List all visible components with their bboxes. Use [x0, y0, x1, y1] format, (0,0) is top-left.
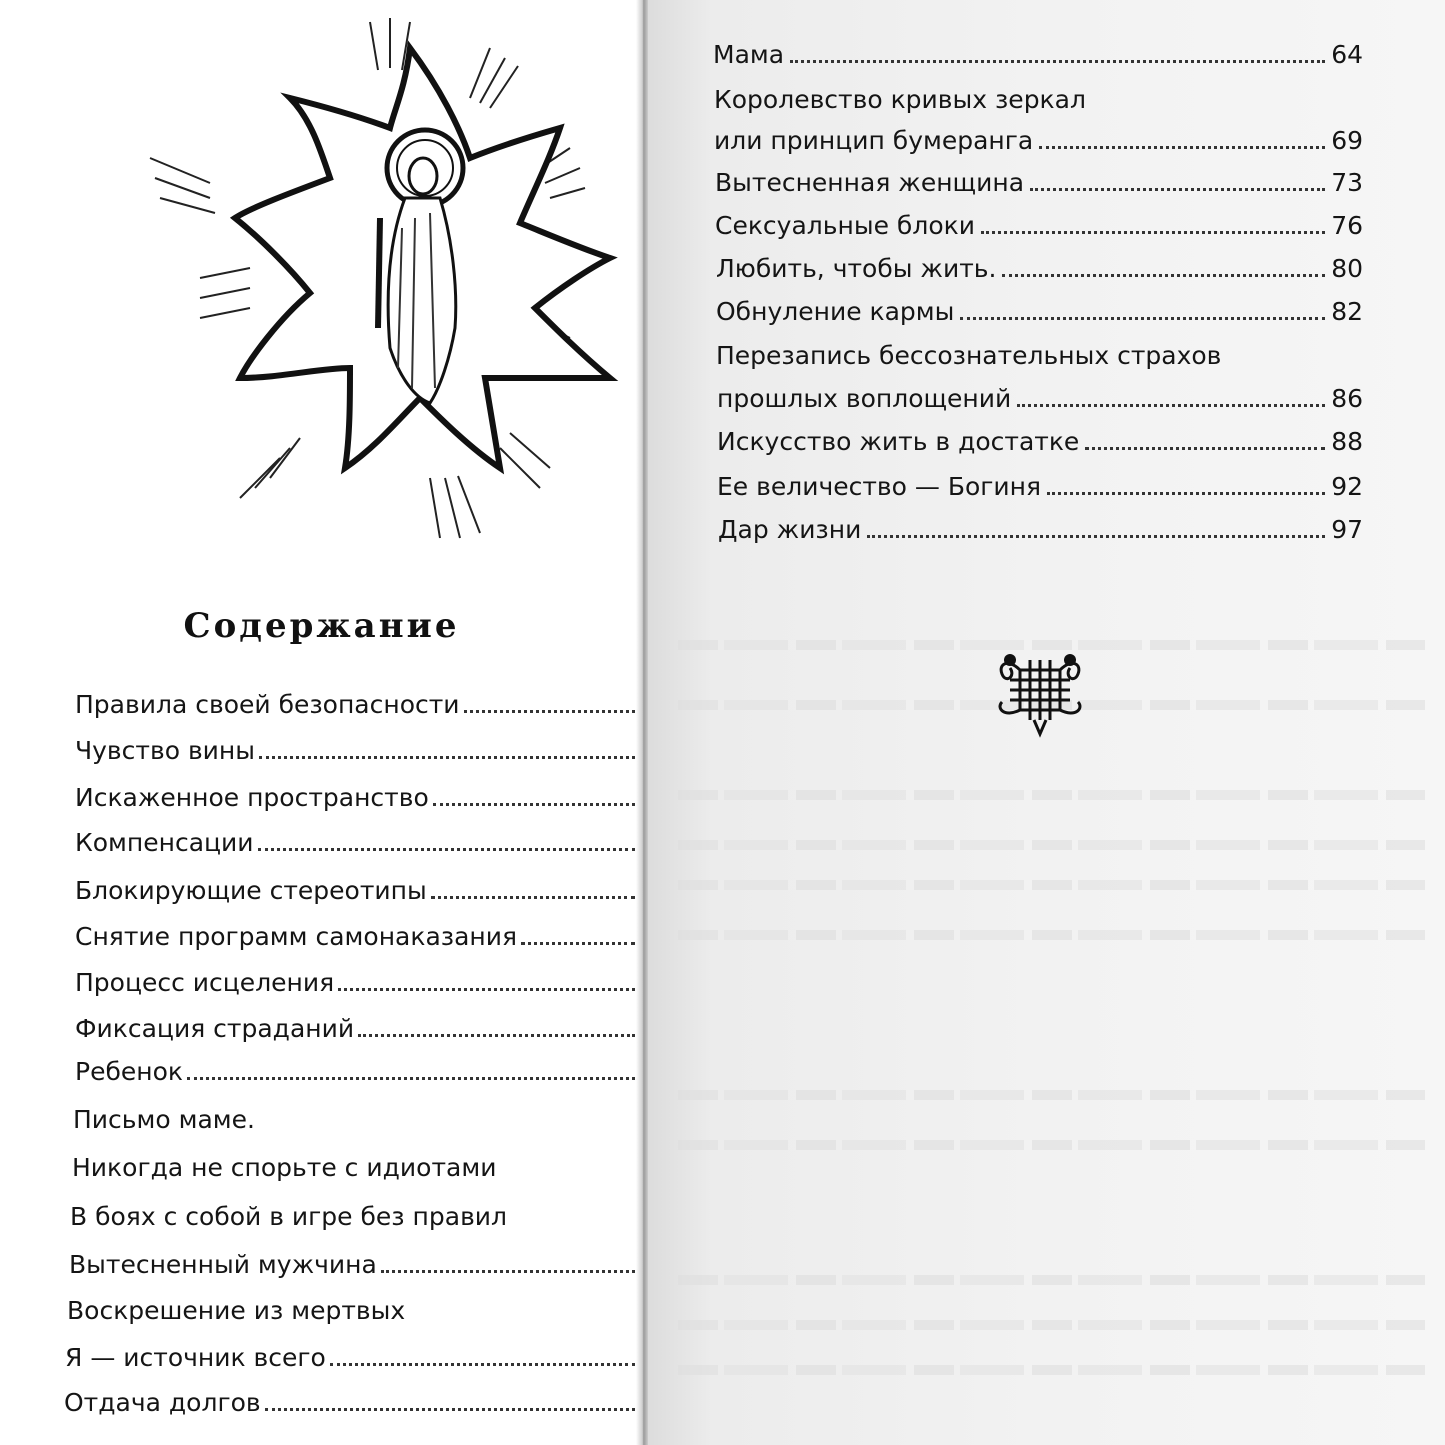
toc-page-number: 97 [1331, 515, 1363, 544]
toc-page-number: 69 [1331, 126, 1363, 155]
toc-heading: Содержание [183, 606, 460, 646]
toc-entry-title: Процесс исцеления [75, 968, 335, 997]
toc-entry[interactable] [69, 1250, 635, 1279]
toc-entry-title: Обнуление кармы [716, 297, 955, 326]
leader-dots [358, 1034, 635, 1037]
bleed-through [678, 1275, 1425, 1285]
leader-dots [431, 896, 635, 899]
toc-page-number: 86 [1331, 384, 1363, 413]
toc-entry[interactable] [717, 384, 1363, 413]
leader-dots [521, 942, 635, 945]
toc-entry-title: Ребенок [75, 1057, 183, 1086]
toc-entry[interactable] [717, 472, 1363, 501]
toc-entry[interactable] [73, 1105, 635, 1134]
leader-dots [1039, 146, 1325, 149]
toc-entry[interactable] [75, 1057, 635, 1086]
toc-entry[interactable] [75, 783, 635, 812]
toc-entry-title: Сексуальные блоки [715, 211, 975, 240]
leader-dots [867, 535, 1325, 538]
toc-entry[interactable] [713, 40, 1363, 69]
leader-dots [1002, 274, 1325, 277]
bleed-through [678, 790, 1425, 800]
toc-entry-title: Никогда не спорьте с идиотами [72, 1153, 497, 1182]
toc-page-number: 82 [1331, 297, 1363, 326]
bleed-through [678, 930, 1425, 940]
toc-entry-title: Дар жизни [718, 515, 862, 544]
toc-entry-title: Любить, чтобы жить. [716, 254, 997, 283]
leader-dots [464, 710, 635, 713]
leader-dots [259, 756, 635, 759]
toc-entry-title-line1: Перезапись бессознательных страхов [716, 341, 1222, 370]
toc-entry-title: прошлых воплощений [717, 384, 1012, 413]
toc-entry[interactable] [75, 968, 635, 997]
toc-entry[interactable] [715, 211, 1363, 240]
toc-entry[interactable] [70, 1202, 635, 1231]
toc-entry-title: Вытесненная женщина [715, 168, 1025, 197]
toc-entry[interactable] [65, 1343, 635, 1372]
toc-entry-title: Письмо маме. [73, 1105, 255, 1134]
leader-dots [960, 317, 1325, 320]
toc-entry-title: или принцип бумеранга [714, 126, 1034, 155]
leader-dots [1030, 188, 1325, 191]
leader-dots [330, 1363, 635, 1366]
toc-entry-title: В боях с собой в игре без правил [70, 1202, 508, 1231]
toc-entry-title: Искусство жить в достатке [717, 427, 1080, 456]
toc-entry-title: Я — источник всего [65, 1343, 326, 1372]
bleed-through [678, 1090, 1425, 1100]
toc-entry[interactable] [64, 1388, 635, 1417]
toc-entry[interactable] [75, 876, 635, 905]
toc-entry-title: Ее величество — Богиня [717, 472, 1042, 501]
leader-dots [790, 60, 1325, 63]
leader-dots [258, 848, 635, 851]
toc-entry-title: Отдача долгов [64, 1388, 261, 1417]
bleed-through [678, 840, 1425, 850]
toc-entry[interactable] [714, 126, 1363, 155]
toc-entry-title: Чувство вины [75, 736, 256, 765]
toc-entry-title-line1: Королевство кривых зеркал [714, 85, 1086, 114]
toc-entry[interactable] [75, 736, 635, 765]
toc-page-number: 76 [1331, 211, 1363, 240]
left-page [0, 0, 643, 1445]
leader-dots [265, 1408, 635, 1411]
leader-dots [1017, 404, 1325, 407]
toc-entry-title: Вытесненный мужчина [69, 1250, 377, 1279]
leader-dots [338, 988, 635, 991]
toc-entry[interactable] [715, 168, 1363, 197]
bleed-through [678, 1140, 1425, 1150]
toc-entry-title: Компенсации [75, 828, 254, 857]
leader-dots [187, 1077, 635, 1080]
toc-entry-title: Мама [713, 40, 785, 69]
toc-page-number: 92 [1331, 472, 1363, 501]
toc-entry[interactable] [716, 297, 1363, 326]
leader-dots [433, 803, 635, 806]
toc-entry[interactable] [75, 690, 635, 719]
toc-page-number: 64 [1331, 40, 1363, 69]
toc-entry[interactable] [717, 427, 1363, 456]
toc-entry[interactable] [718, 515, 1363, 544]
toc-entry[interactable] [72, 1153, 635, 1182]
toc-entry[interactable] [75, 828, 635, 857]
toc-entry-title: Искаженное пространство [75, 783, 429, 812]
toc-entry-title: Правила своей безопасности [75, 690, 460, 719]
toc-entry[interactable] [716, 254, 1363, 283]
leader-dots [1047, 492, 1325, 495]
bleed-through [678, 1320, 1425, 1330]
bleed-through [678, 1365, 1425, 1375]
endless-knot-icon [990, 640, 1090, 740]
toc-left-list [0, 0, 643, 1445]
toc-entry-title: Фиксация страданий [75, 1014, 355, 1043]
toc-page-number: 88 [1331, 427, 1363, 456]
toc-entry[interactable] [75, 1014, 635, 1043]
toc-entry-title: Блокирующие стереотипы [75, 876, 427, 905]
bleed-through [678, 880, 1425, 890]
toc-entry-title: Снятие программ самонаказания [75, 922, 518, 951]
leader-dots [981, 231, 1325, 234]
toc-entry[interactable] [75, 922, 635, 951]
leader-dots [1085, 447, 1325, 450]
toc-entry[interactable] [67, 1296, 635, 1325]
toc-page-number: 73 [1331, 168, 1363, 197]
toc-entry-title: Воскрешение из мертвых [67, 1296, 406, 1325]
leader-dots [381, 1270, 635, 1273]
toc-page-number: 80 [1331, 254, 1363, 283]
